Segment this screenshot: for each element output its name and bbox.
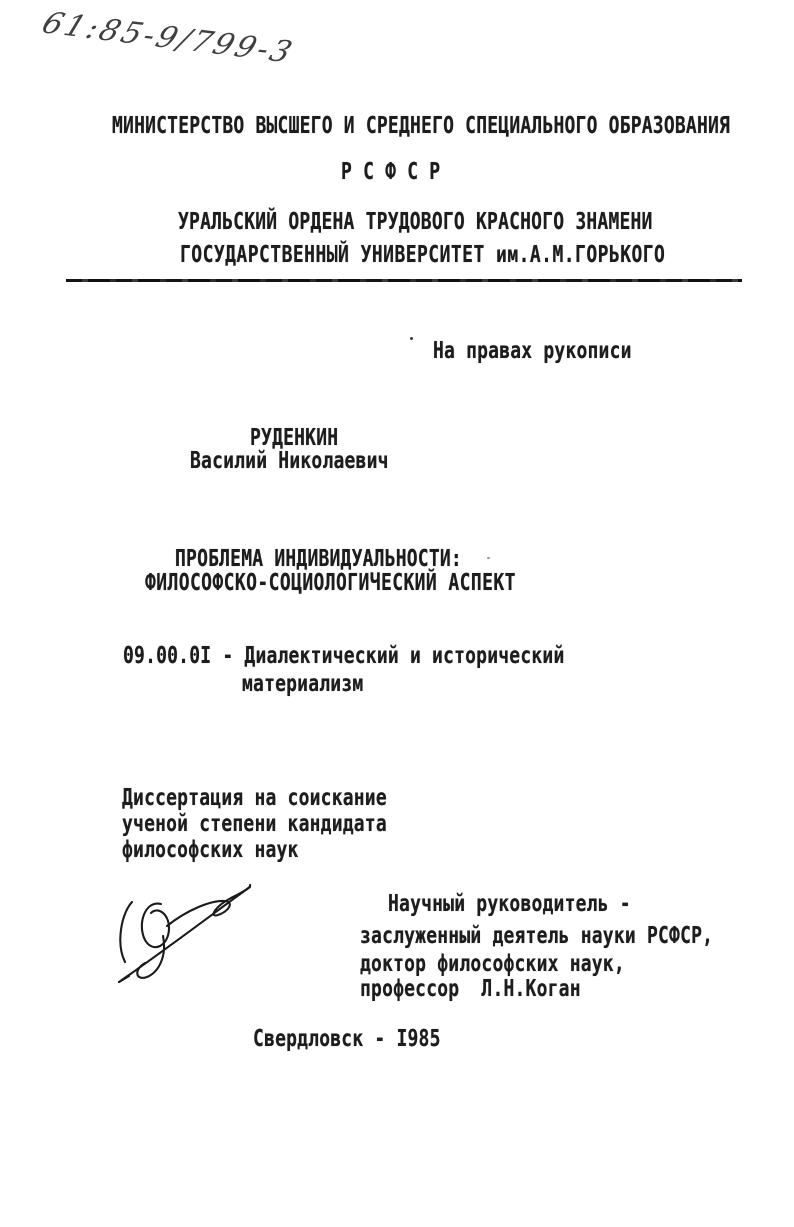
ministry-line: МИНИСТЕРСТВО ВЫСШЕГО И СРЕДНЕГО СПЕЦИАЛЬНОГО ОБРАЗОВАНИЯ <box>112 112 731 140</box>
title-line-1: ПРОБЛЕМА ИНДИВИДУАЛЬНОСТИ: <box>175 545 462 573</box>
dissertation-statement-line-3: философских наук <box>122 836 299 864</box>
specialty-code-line-1: 09.00.0I - Диалектический и исторический <box>123 642 565 670</box>
specialty-code-line-2: материализм <box>242 670 364 698</box>
manuscript-note: На правах рукописи <box>433 337 632 365</box>
supervisor-line-4: профессор Л.Н.Коган <box>360 975 581 1003</box>
divider-rule <box>66 279 742 282</box>
imprint-line: Свердловск - I985 <box>253 1025 441 1053</box>
supervisor-line-2: заслуженный деятель науки РСФСР, <box>360 922 714 950</box>
title-line-2: ФИЛОСОФСКО-СОЦИОЛОГИЧЕСКИЙ АСПЕКТ <box>145 569 516 597</box>
dissertation-statement-line-1: Диссертация на соискание <box>122 784 387 812</box>
handwritten-signature <box>105 872 265 994</box>
catalog-number-handwriting: 61:85-9/799-3 <box>37 6 300 71</box>
author-given-names: Василий Николаевич <box>190 447 389 475</box>
dissertation-statement-line-2: ученой степени кандидата <box>122 810 387 838</box>
supervisor-heading: Научный руководитель - <box>388 890 631 918</box>
scan-speck <box>487 557 490 559</box>
university-line-1: УРАЛЬСКИЙ ОРДЕНА ТРУДОВОГО КРАСНОГО ЗНАМЕНИ <box>178 208 653 236</box>
republic-line: Р С Ф С Р <box>341 158 441 186</box>
scan-speck <box>410 337 413 340</box>
author-surname: РУДЕНКИН <box>250 424 339 452</box>
university-line-2: ГОСУДАРСТВЕННЫЙ УНИВЕРСИТЕТ им.А.М.ГОРЬКОГО <box>180 241 666 269</box>
supervisor-line-3: доктор философских наук, <box>360 950 625 978</box>
